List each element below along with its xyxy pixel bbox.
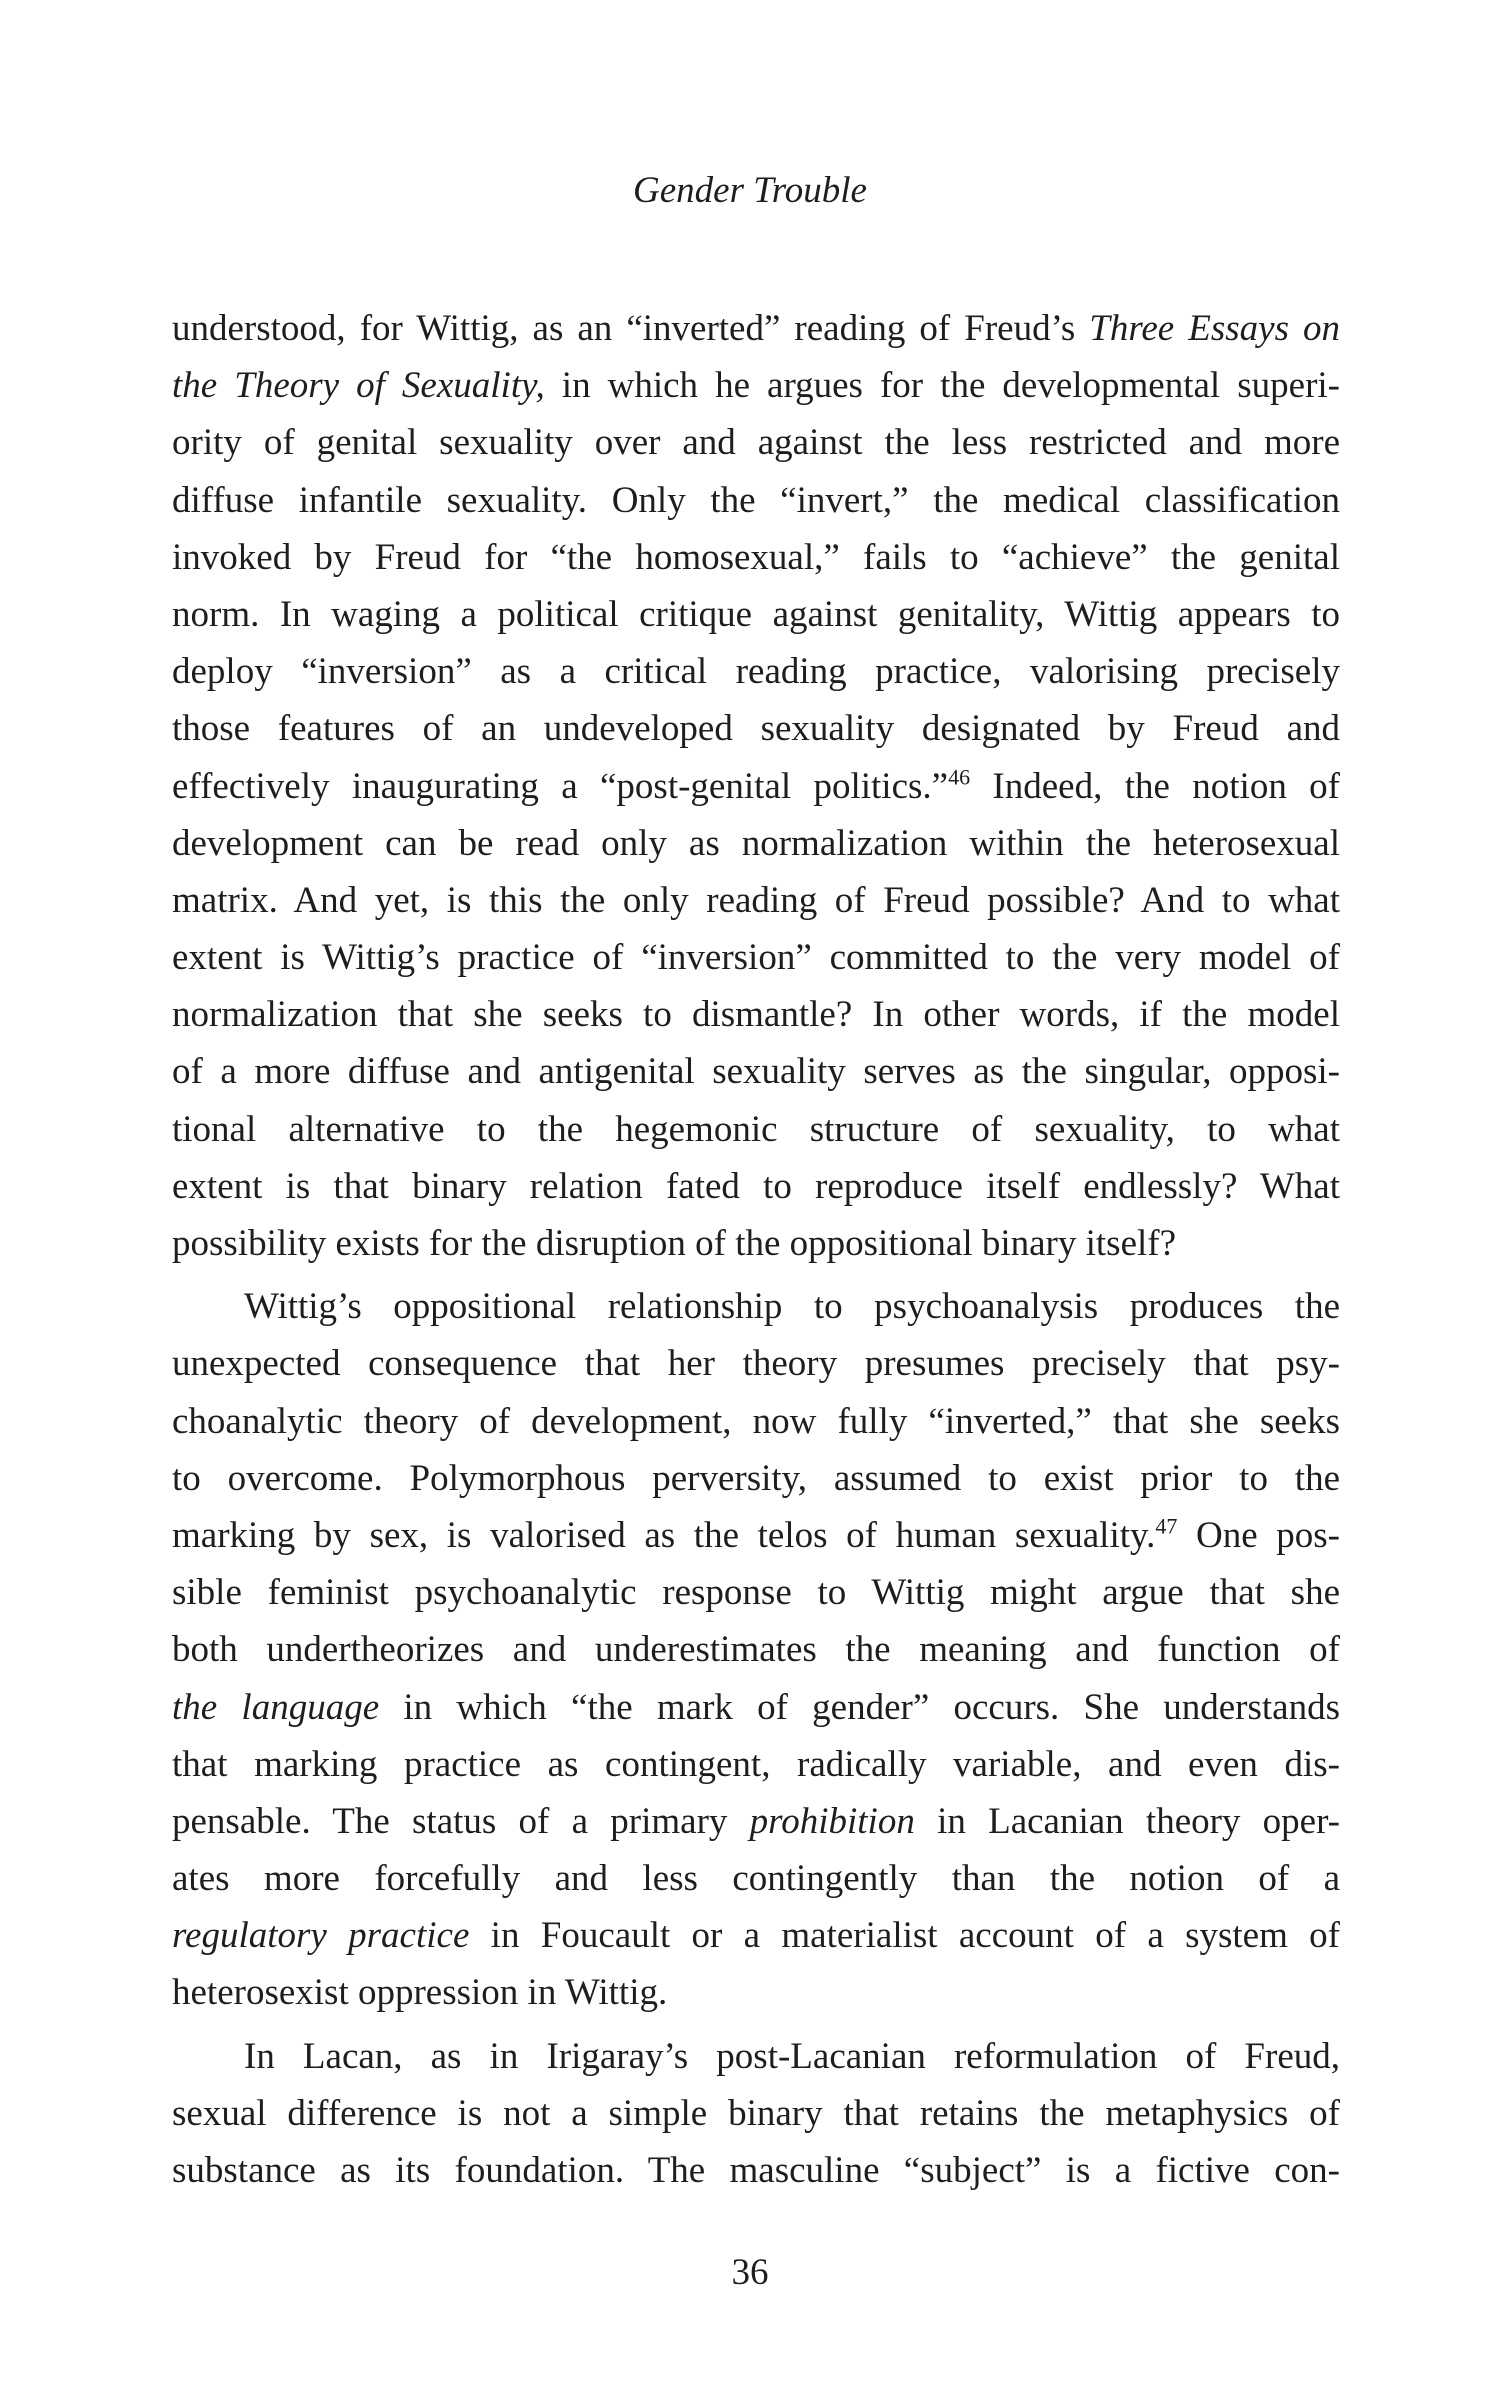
text-line: understood, for Wittig, as an “inverted” reading of Freud’s Three Essays on (172, 308, 1340, 349)
text-line: substance as its foundation. The masculine “subject” is a fictive con- (172, 2150, 1340, 2191)
text-line: the Theory of Sexuality, in which he argues for the developmental superi- (172, 365, 1340, 407)
text-line: possibility exists for the disruption of the oppositional binary itself? (172, 1223, 1177, 1264)
text-line: diffuse infantile sexuality. Only the “invert,” the medical classification (172, 479, 1340, 521)
text-line: both undertheorizes and underestimates the meaning and function of (172, 1629, 1340, 1671)
text-line: matrix. And yet, is this the only reading of Freud possible? And to what (172, 879, 1340, 921)
text-line: unexpected consequence that her theory presumes precisely that psy- (172, 1343, 1340, 1385)
text-line: that marking practice as contingent, radically variable, and even dis- (172, 1743, 1340, 1785)
text-line: of a more diffuse and antigenital sexuality serves as the singular, opposi- (172, 1051, 1340, 1093)
italic-text: the language (172, 1686, 380, 1728)
text-line: ority of genital sexuality over and against the less restricted and more (172, 422, 1340, 464)
text-line: choanalytic theory of development, now fully “inverted,” that she seeks (172, 1400, 1340, 1442)
text-line: marking by sex, is valorised as the telos of human sexuality.$^{47}$ One pos- (172, 1513, 1340, 1556)
text-line: effectively inaugurating a “post-genital politics.”$^{46}$ Indeed, the notion of (172, 764, 1340, 807)
text-line: to overcome. Polymorphous perversity, assumed to exist prior to the (172, 1457, 1340, 1499)
text-line: ates more forcefully and less contingently than the notion of a (172, 1858, 1340, 1900)
italic-text: prohibition (749, 1800, 915, 1842)
text-line: deploy “inversion” as a critical reading practice, valorising precisely (172, 651, 1340, 693)
text-line: pensable. The status of a primary prohibition in Lacanian theory oper- (172, 1800, 1340, 1842)
paragraph (172, 1278, 1340, 2021)
text-line: regulatory practice in Foucault or a materialist account of a system of (172, 1915, 1340, 1957)
paragraph (172, 300, 1340, 1272)
text-line: development can be read only as normalization within the heterosexual (172, 822, 1340, 864)
text-line: normalization that she seeks to dismantle? In other words, if the model (172, 994, 1340, 1036)
text-line: tional alternative to the hegemonic structure of sexuality, to what (172, 1108, 1340, 1150)
text-line: heterosexist oppression in Wittig. (172, 1972, 668, 2014)
italic-text: regulatory practice (172, 1915, 470, 1957)
body-text (172, 300, 1340, 2199)
text-line: sible feminist psychoanalytic response to Wittig might argue that she (172, 1572, 1340, 1614)
paragraph (172, 2028, 1340, 2200)
text-line: extent is that binary relation fated to reproduce itself endlessly? What (172, 1165, 1340, 1207)
footnote-reference[interactable]: 47 (1155, 1513, 1178, 1539)
running-head: Gender Trouble (633, 170, 867, 211)
page-number: 36 (731, 2252, 769, 2293)
text-line: sexual difference is not a simple binary that retains the metaphysics of (172, 2092, 1340, 2134)
footnote-reference[interactable]: 46 (948, 764, 971, 790)
text-line: norm. In waging a political critique against genitality, Wittig appears to (172, 593, 1340, 635)
text-line: In Lacan, as in Irigaray’s post-Lacanian reformulation of Freud, (244, 2035, 1340, 2077)
text-line: Wittig’s oppositional relationship to psychoanalysis produces the (244, 1286, 1340, 1328)
text-line: invoked by Freud for “the homosexual,” fails to “achieve” the genital (172, 536, 1340, 578)
text-line: the language in which “the mark of gender” occurs. She understands (172, 1686, 1340, 1728)
text-line: extent is Wittig’s practice of “inversion” committed to the very model of (172, 937, 1340, 979)
text-line: those features of an undeveloped sexuality designated by Freud and (172, 708, 1340, 750)
italic-text: Three Essays on (1089, 308, 1340, 349)
italic-text: the Theory of Sexuality, (172, 365, 545, 407)
